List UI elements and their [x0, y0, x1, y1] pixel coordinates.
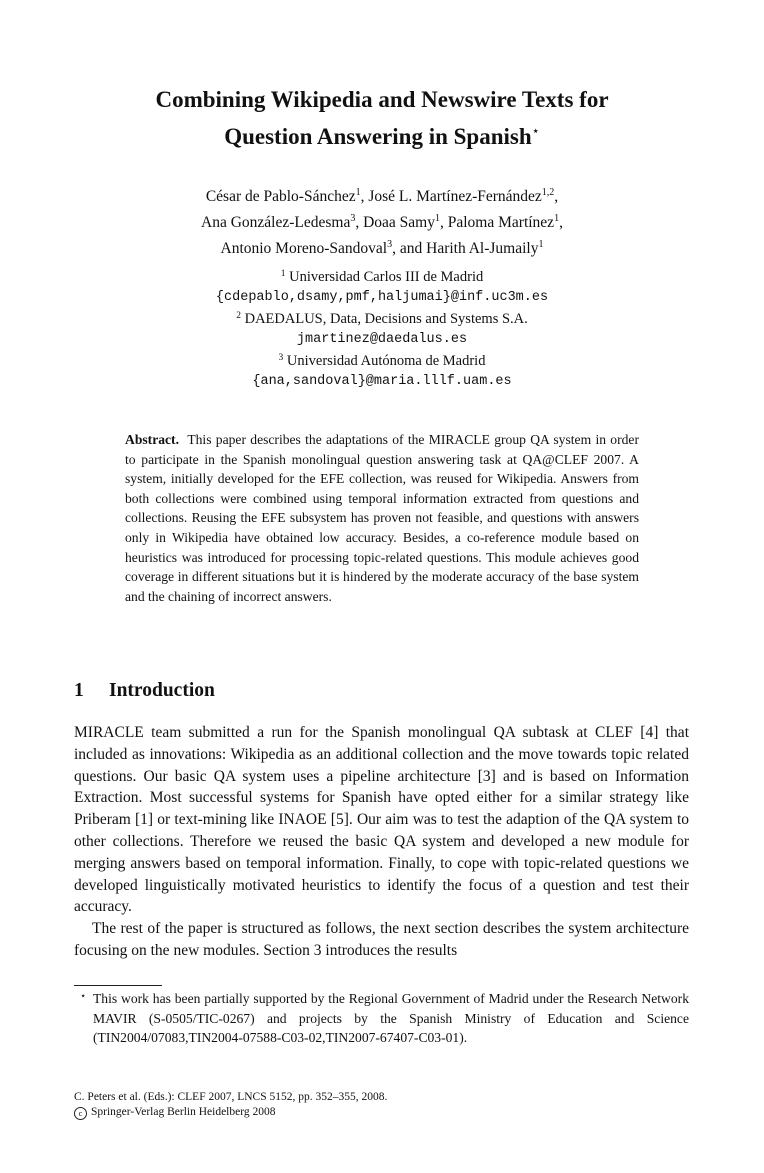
- footnote-divider: [74, 985, 162, 986]
- copyright-icon: c: [74, 1107, 87, 1120]
- title-line-2: Question Answering in Spanish: [224, 124, 532, 149]
- abstract: [125, 430, 639, 606]
- affiliation-1-email[interactable]: {cdepablo,dsamy,pmf,haljumai}@inf.uc3m.es: [215, 289, 549, 305]
- citation-line: C. Peters et al. (Eds.): CLEF 2007, LNCS 5152, pp. 352–355, 2008.: [74, 1091, 388, 1103]
- section-title: Introduction: [109, 680, 215, 701]
- author: Ana González-Ledesma$^3$,: [201, 213, 364, 231]
- affiliation-3: $^3$ Universidad Autónoma de Madrid: [278, 353, 486, 370]
- abstract-text: This paper describes the adaptations of the MIRACLE group QA system in order to participate in the Spanish monolingual question answering task at QA@CLEF 2007. A system, initially developed for the EFE collection, was reused for Wikipedia. Answers from both collections were combined using temporal information extracted from questions and collections. Reusing the EFE subsystem has proven not feasible, and questions with answers only in Wikipedia have obtained low accuracy. Besides, a co-reference module based on heuristics was introduced for processing topic-related questions. This module achieves good coverage in different situations but it is hindered by the moderate accuracy of the base system and the chaining of incorrect answers.: [125, 432, 639, 604]
- section-body: [74, 722, 689, 962]
- author: Harith Al-Jumaily$^1$: [426, 239, 544, 257]
- affiliation-2: $^2$ DAEDALUS, Data, Decisions and Systems S.A.: [236, 311, 528, 328]
- affiliation-2-email[interactable]: jmartinez@daedalus.es: [296, 331, 468, 347]
- footnote: [80, 989, 689, 1048]
- author: Doaa Samy$^1$,: [363, 213, 448, 231]
- paper-title: [60, 84, 704, 152]
- affiliation-1: $^1$ Universidad Carlos III de Madrid: [280, 269, 484, 285]
- author: César de Pablo-Sánchez$^1$,: [205, 187, 369, 205]
- author: José L. Martínez-Fernández$^{1,2}$,: [368, 187, 559, 205]
- affiliation-3-email[interactable]: {ana,sandoval}@maria.lllf.uam.es: [252, 373, 512, 389]
- abstract-label: Abstract.: [125, 432, 179, 447]
- footnote-text: This work has been partially supported by the Regional Government of Madrid under the Research Network MAVIR (S-0505/TIC-0267) and projects by the Spanish Ministry of Education and Science (TIN2004/07083,TIN2004-07588-C03-02,TIN2007-67407-C03-01).: [93, 991, 689, 1046]
- imprint: [74, 1090, 387, 1120]
- author: Antonio Moreno-Sandoval$^3$, and: [220, 239, 427, 257]
- author-list: [100, 182, 664, 260]
- paragraph: The rest of the paper is structured as follows, the next section describes the system architecture focusing on the new modules. Section 3 introduces the results: [74, 920, 689, 959]
- affiliations: [130, 265, 634, 392]
- section-number: 1: [74, 680, 84, 701]
- title-line-1: Combining Wikipedia and Newswire Texts for: [155, 87, 609, 112]
- footnote-mark: ⋆: [80, 991, 87, 1002]
- section-heading: [74, 679, 215, 703]
- title-footnote-mark: ⋆: [531, 123, 540, 138]
- author: Paloma Martínez$^1$,: [447, 213, 563, 231]
- paragraph: MIRACLE team submitted a run for the Spanish monolingual QA subtask at CLEF [4] that included as innovations: Wikipedia as an additional collection and the move towards topic related questions. Our basic QA system uses a pipeline architecture [3] and is based on Information Extraction. Most successful systems for Spanish have opted either for a similar strategy like Priberam [1] or text-mining like INAOE [5]. Our aim was to test the adaption of the QA system to other collections. Therefore we reused the basic QA system and developed a new module for merging answers based on temporal information. Finally, to cope with topic-related questions we developed linguistically motivated heuristics to identify the focus of a question and test their accuracy.: [74, 724, 689, 916]
- copyright-line: c Springer-Verlag Berlin Heidelberg 2008: [74, 1105, 387, 1120]
